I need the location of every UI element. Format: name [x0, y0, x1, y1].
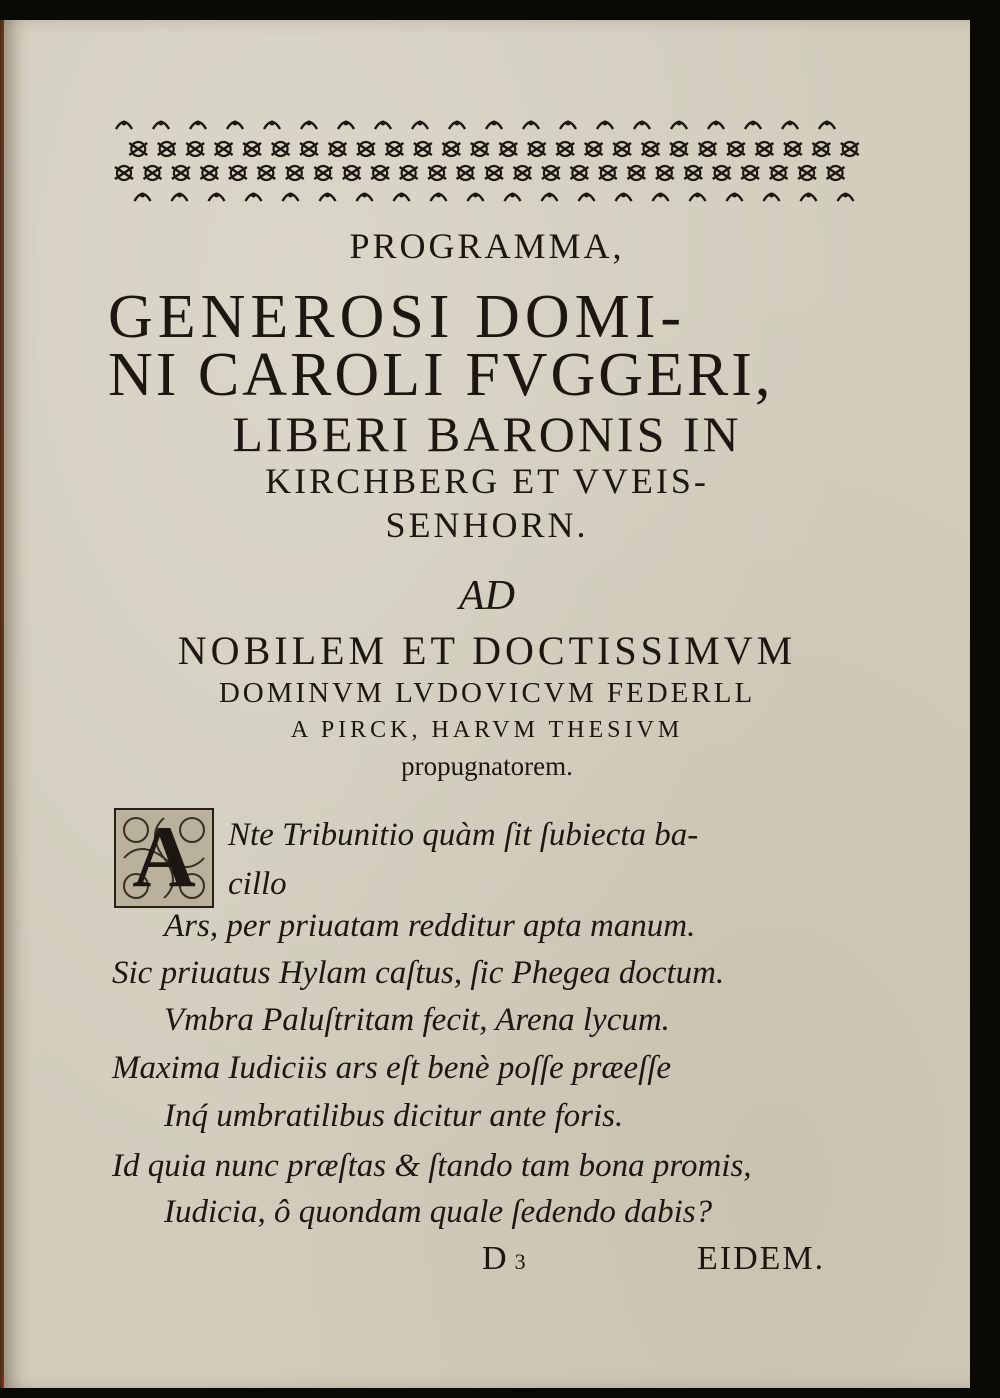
- signature-number: 3: [514, 1249, 526, 1274]
- fleuron-icon: [843, 193, 848, 198]
- fleuron-icon: [251, 193, 256, 198]
- fleuron-icon: [529, 121, 534, 126]
- fleuron-icon: [418, 121, 423, 126]
- dedication-line-3: A PIRCK, HARVM THESIVM: [290, 717, 684, 743]
- fleuron-icon: [621, 193, 626, 198]
- fleuron-icon: [547, 193, 552, 198]
- book-page: [4, 20, 970, 1388]
- fleuron-icon: [455, 121, 460, 126]
- fleuron-icon: [233, 121, 238, 126]
- fleuron-icon: [769, 193, 774, 198]
- dedication-line-1: NOBILEM ET DOCTISSIMVM: [177, 628, 797, 673]
- fleuron-icon: [381, 121, 386, 126]
- fleuron-icon: [288, 193, 293, 198]
- fleuron-icon: [695, 193, 700, 198]
- title-line-1: GENEROSI DOMI-: [108, 283, 687, 351]
- fleuron-icon: [325, 193, 330, 198]
- fleuron-icon: [603, 121, 608, 126]
- fleuron-icon: [214, 193, 219, 198]
- fleuron-icon: [510, 193, 515, 198]
- verse-line: Maxima Iudiciis ars eſt benè poſſe præeſſe: [112, 1050, 672, 1086]
- fleuron-icon: [566, 121, 571, 126]
- fleuron-icon: [270, 121, 275, 126]
- fleuron-icon: [788, 121, 793, 126]
- verse-line: Sic priuatus Hylam caſtus, ſic Phegea doctum.: [112, 955, 725, 991]
- fleuron-icon: [122, 121, 127, 126]
- fleuron-icon: [584, 193, 589, 198]
- verse-line: Inq́ umbratilibus dicitur ante foris.: [164, 1098, 624, 1134]
- fleuron-icon: [436, 193, 441, 198]
- title-line-5: SENHORN.: [385, 505, 589, 545]
- dedication-line-4: propugnatorem.: [401, 751, 573, 781]
- fleuron-icon: [159, 121, 164, 126]
- fleuron-icon: [677, 121, 682, 126]
- signature-mark: [482, 1240, 526, 1278]
- fleuron-icon: [732, 193, 737, 198]
- programma-heading: PROGRAMMA,: [349, 226, 625, 266]
- title-line-2: NI CAROLI FVGGERI,: [108, 341, 774, 409]
- initial-letter: A: [132, 809, 196, 906]
- verse-line: Ars, per priuatam redditur apta manum.: [164, 908, 696, 944]
- verse-line: Nte Tribunitio quàm ſit ſubiecta ba-: [228, 817, 699, 853]
- fleuron-icon: [492, 121, 497, 126]
- fleuron-icon: [399, 193, 404, 198]
- fleuron-icon: [658, 193, 663, 198]
- fleuron-icon: [344, 121, 349, 126]
- fleuron-icon: [362, 193, 367, 198]
- fleuron-icon: [140, 193, 145, 198]
- fleuron-icon: [307, 121, 312, 126]
- catchword: EIDEM.: [697, 1240, 826, 1277]
- fleuron-icon: [825, 121, 830, 126]
- fleuron-icon: [714, 121, 719, 126]
- ornament-band: [114, 105, 874, 215]
- verse-line: Vmbra Paluſtritam fecit, Arena lycum.: [164, 1002, 670, 1038]
- fleuron-icon: [751, 121, 756, 126]
- fleuron-icon: [473, 193, 478, 198]
- title-line-3: LIBERI BARONIS IN: [232, 406, 742, 462]
- ad-heading: AD: [459, 573, 515, 619]
- verse-line: Id quia nunc præſtas & ſtando tam bona promis,: [112, 1148, 752, 1184]
- dedication-line-2: DOMINVM LVDOVICVM FEDERLL: [218, 677, 756, 709]
- verse-line: Iudicia, ô quondam quale ſedendo dabis?: [164, 1194, 713, 1230]
- fleuron-icon: [196, 121, 201, 126]
- fleuron-icon: [177, 193, 182, 198]
- title-line-4: KIRCHBERG ET VVEIS-: [265, 461, 709, 501]
- verse-line: cillo: [228, 866, 287, 902]
- decorated-initial: [114, 808, 214, 908]
- signature-letter: D: [482, 1240, 507, 1277]
- fleuron-icon: [640, 121, 645, 126]
- fleuron-icon: [806, 193, 811, 198]
